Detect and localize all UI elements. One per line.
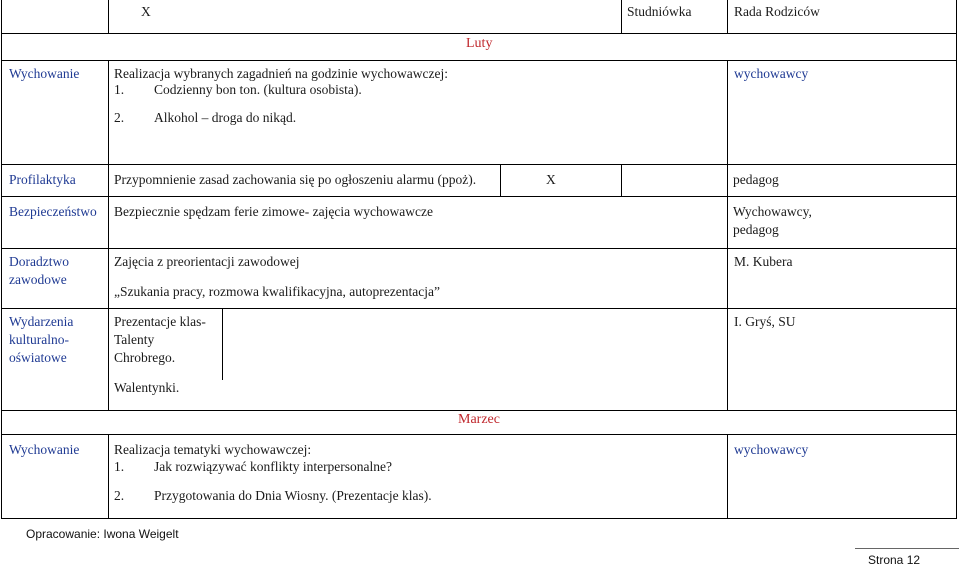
grid-hline — [1, 518, 957, 519]
task-text: Zajęcia z preorientacji zawodowej — [114, 254, 300, 269]
month-heading-marzec: Marzec — [458, 412, 500, 427]
responsible: M. Kubera — [734, 254, 793, 269]
task-intro: Realizacja wybranych zagadnień na godzinie wychowawczej: — [114, 66, 448, 81]
top-row-studniowka: Studniówka — [627, 4, 692, 19]
border-right — [956, 0, 957, 518]
list-item-number: 2. — [114, 110, 125, 125]
category-doradztwo: Doradztwo — [9, 254, 69, 269]
category-bezpieczenstwo: Bezpieczeństwo — [9, 204, 97, 219]
category-wychowanie: Wychowanie — [9, 66, 80, 81]
category-profilaktyka: Profilaktyka — [9, 172, 76, 187]
grid-hline — [1, 196, 957, 197]
month-heading-luty: Luty — [466, 36, 493, 51]
task-text: Walentynki. — [114, 380, 180, 395]
responsible: pedagog — [733, 222, 779, 237]
grid-vline — [621, 0, 622, 33]
list-item-number: 1. — [114, 459, 125, 474]
list-item-number: 2. — [114, 488, 125, 503]
list-item-text: Codzienny bon ton. (kultura osobista). — [154, 82, 362, 97]
responsible: wychowawcy — [734, 442, 809, 457]
grid-hline — [1, 410, 957, 411]
list-item-text: Jak rozwiązywać konflikty interpersonalne? — [154, 459, 393, 474]
grid-hline — [1, 33, 957, 34]
task-text: Talenty — [114, 332, 155, 347]
footer-page-number: Strona 12 — [868, 553, 921, 567]
grid-vline — [727, 0, 728, 33]
grid-hline — [1, 248, 957, 249]
grid-vline — [727, 60, 728, 410]
category-wychowanie: Wychowanie — [9, 442, 80, 457]
task-text: Prezentacje klas- — [114, 314, 206, 329]
task-text: „Szukania pracy, rozmowa kwalifikacyjna, autoprezentacja” — [114, 284, 440, 299]
category-wydarzenia: Wydarzenia — [9, 314, 74, 329]
top-row-mark: X — [141, 4, 151, 19]
task-text: Bezpiecznie spędzam ferie zimowe- zajęcia wychowawcze — [114, 204, 433, 219]
grid-vline — [621, 164, 622, 196]
responsible: I. Gryś, SU — [734, 314, 796, 329]
grid-hline — [1, 60, 957, 61]
grid-hline — [1, 164, 957, 165]
grid-vline — [108, 434, 109, 518]
top-row-rada-rodzicow: Rada Rodziców — [734, 4, 820, 19]
responsible: Wychowawcy, — [733, 204, 812, 219]
list-item-number: 1. — [114, 82, 125, 97]
footer-author: Opracowanie: Iwona Weigelt — [26, 527, 179, 541]
border-left — [1, 0, 2, 518]
grid-hline — [1, 308, 957, 309]
responsible: wychowawcy — [734, 66, 809, 81]
grid-vline — [500, 164, 501, 196]
grid-hline — [1, 434, 957, 435]
grid-vline — [222, 308, 223, 380]
responsible: pedagog — [733, 172, 779, 187]
task-text: Chrobrego. — [114, 350, 176, 365]
grid-vline — [727, 434, 728, 518]
category-wydarzenia: oświatowe — [9, 350, 67, 365]
category-wydarzenia: kulturalno- — [9, 332, 69, 347]
footer-divider — [855, 548, 959, 549]
grid-vline — [108, 60, 109, 410]
category-doradztwo: zawodowe — [9, 272, 67, 287]
list-item-text: Alkohol – droga do nikąd. — [154, 110, 297, 125]
grid-vline — [108, 0, 109, 33]
list-item-text: Przygotowania do Dnia Wiosny. (Prezentacje klas). — [154, 488, 432, 503]
task-intro: Realizacja tematyki wychowawczej: — [114, 442, 312, 457]
task-text: Przypomnienie zasad zachowania się po ogłoszeniu alarmu (ppoż). — [114, 172, 477, 187]
task-mark: X — [546, 172, 556, 187]
